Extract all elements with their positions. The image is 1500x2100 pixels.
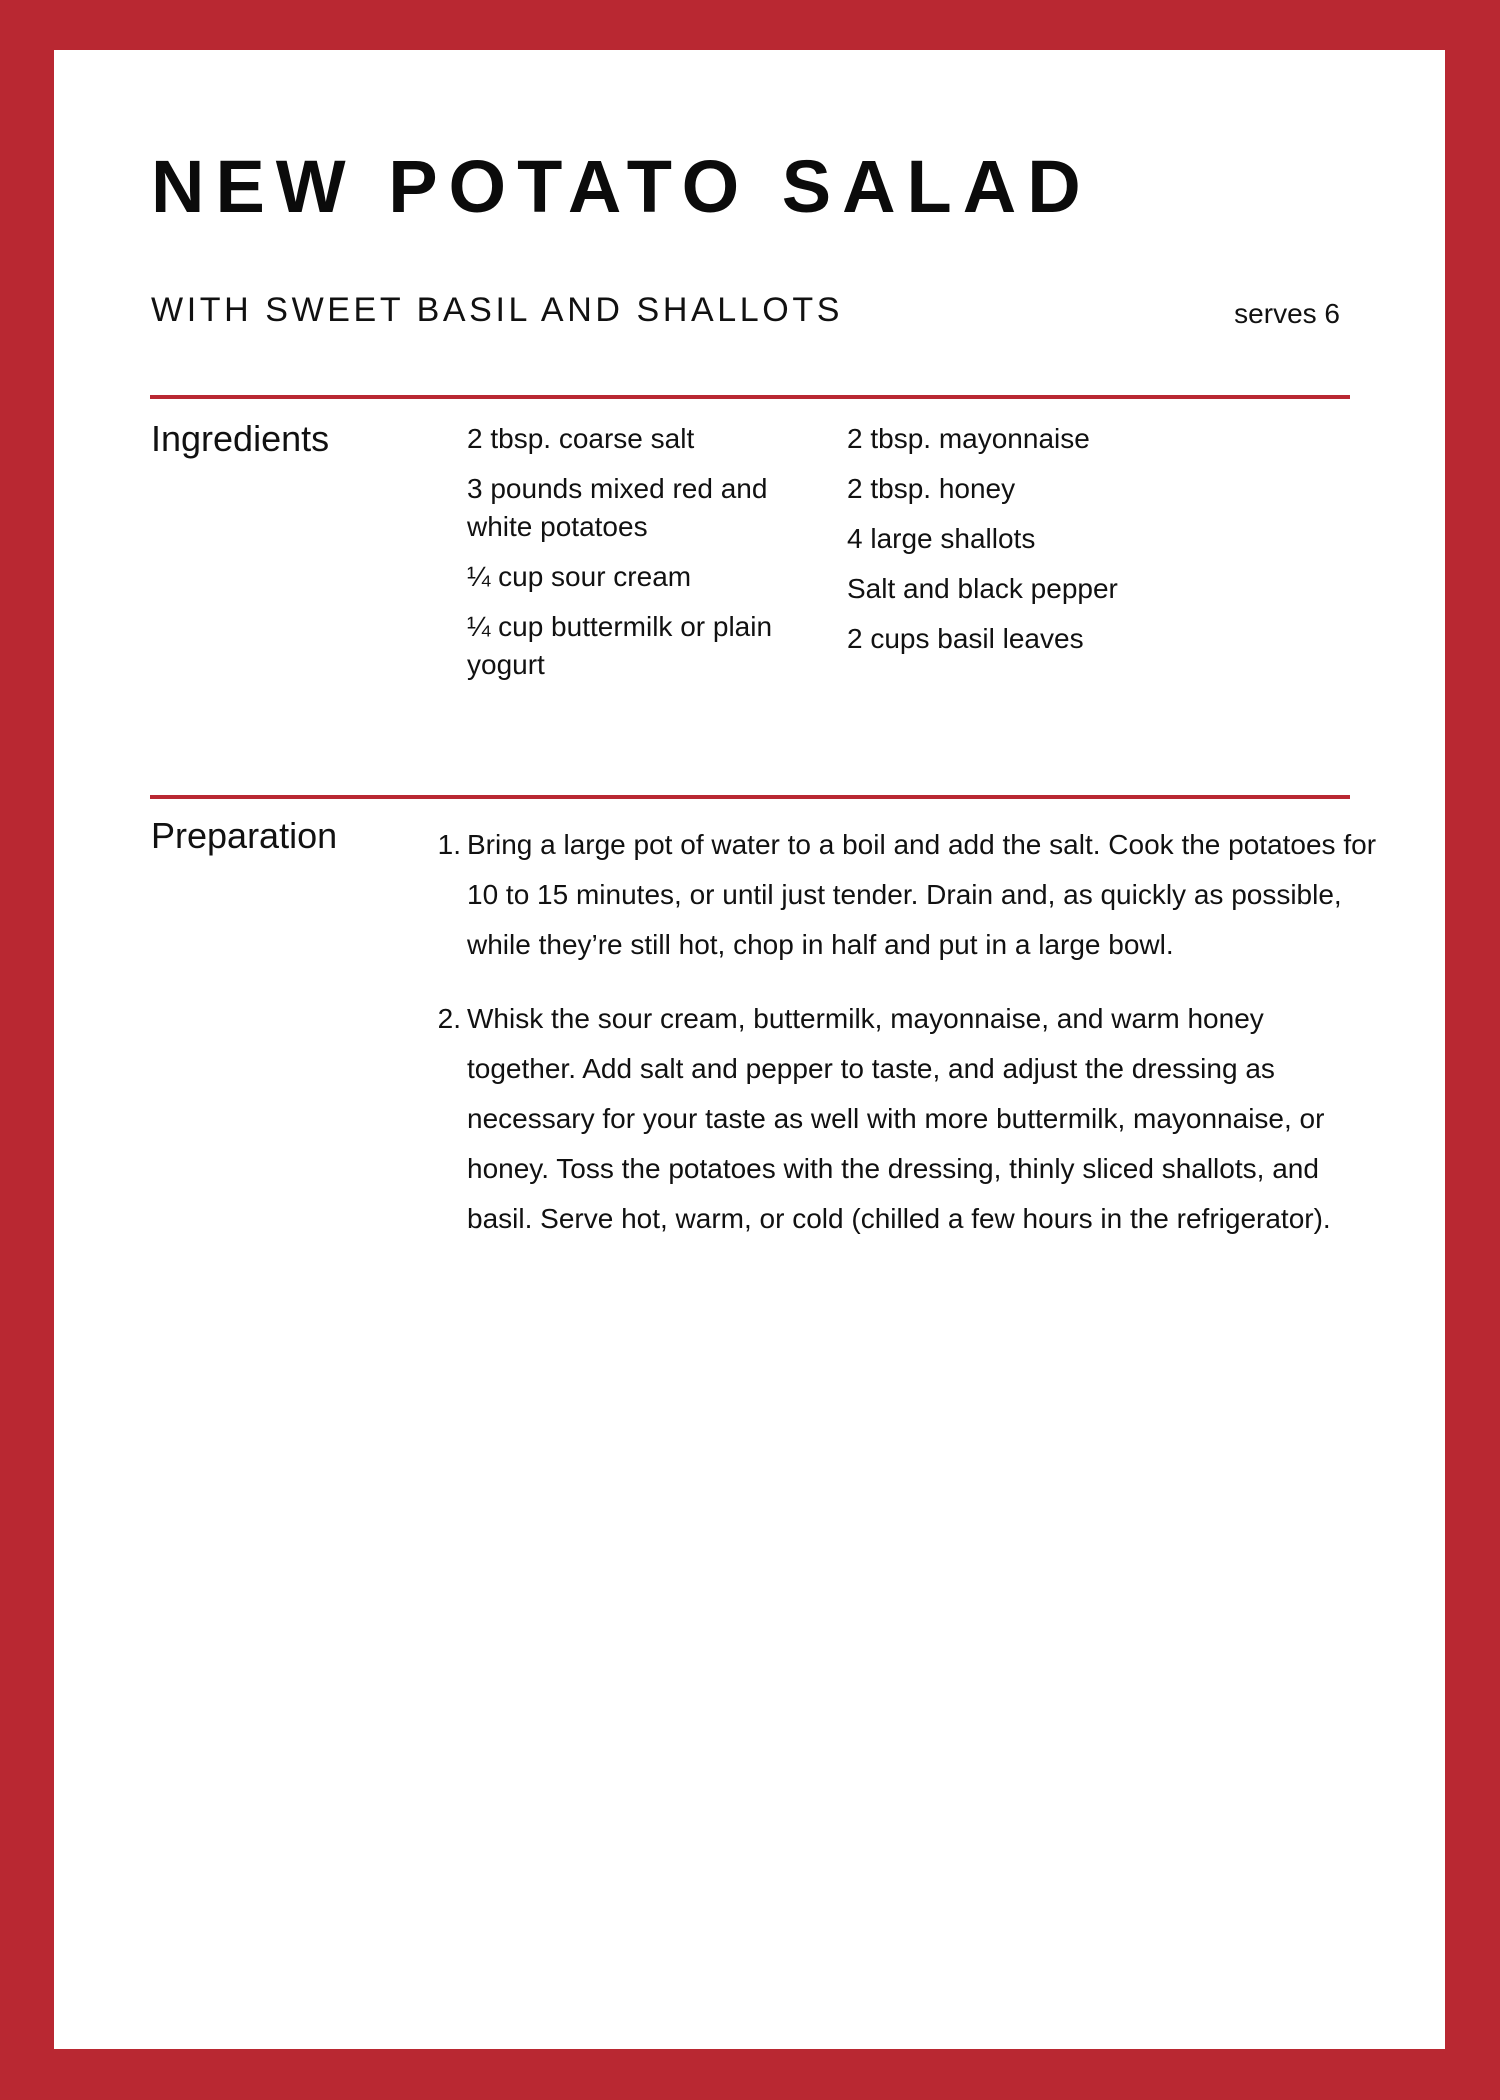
ingredient-item: ¼ cup sour cream <box>467 561 692 592</box>
recipe-title: NEW POTATO SALAD <box>151 145 1092 228</box>
ingredients-column-2 <box>847 420 1267 670</box>
ingredient-item: 2 tbsp. mayonnaise <box>847 423 1090 454</box>
ingredient-item: ¼ cup buttermilk or plain yogurt <box>467 611 773 680</box>
serves-count: serves 6 <box>1234 298 1340 329</box>
ingredient-item: 2 cups basil leaves <box>847 623 1084 654</box>
preparation-step <box>437 820 1377 970</box>
ingredient-item: 4 large shallots <box>847 523 1036 554</box>
ingredients-heading: Ingredients <box>151 418 330 459</box>
step-text: Whisk the sour cream, buttermilk, mayonnaise, and warm honey together. Add salt and pepper to taste, and adjust the dressing as necessary for your taste as well with more buttermilk, mayonnaise, or honey. Toss the potatoes with the dressing, thinly sliced shallots, and basil. Serve hot, warm, or cold (chilled a few hours in the refrigerator). <box>467 1003 1331 1234</box>
ingredient-item: 2 tbsp. honey <box>847 473 1016 504</box>
recipe-subtitle: WITH SWEET BASIL AND SHALLOTS <box>151 291 843 329</box>
preparation-steps <box>437 820 1377 1268</box>
preparation-step <box>437 994 1377 1244</box>
recipe-card <box>54 50 1445 2049</box>
step-text: Bring a large pot of water to a boil and add the salt. Cook the potatoes for 10 to 15 minutes, or until just tender. Drain and, as quickly as possible, while they’re still hot, chop in half and put in a large bowl. <box>467 829 1377 960</box>
ingredient-item: Salt and black pepper <box>847 573 1118 604</box>
ingredients-column-1 <box>467 420 797 696</box>
preparation-heading: Preparation <box>151 815 338 856</box>
ingredients-divider <box>150 395 1350 399</box>
step-number: 1. <box>437 829 461 860</box>
ingredient-item: 2 tbsp. coarse salt <box>467 423 695 454</box>
step-number: 2. <box>437 1003 461 1034</box>
ingredient-item: 3 pounds mixed red and white potatoes <box>467 473 768 542</box>
preparation-divider <box>150 795 1350 799</box>
